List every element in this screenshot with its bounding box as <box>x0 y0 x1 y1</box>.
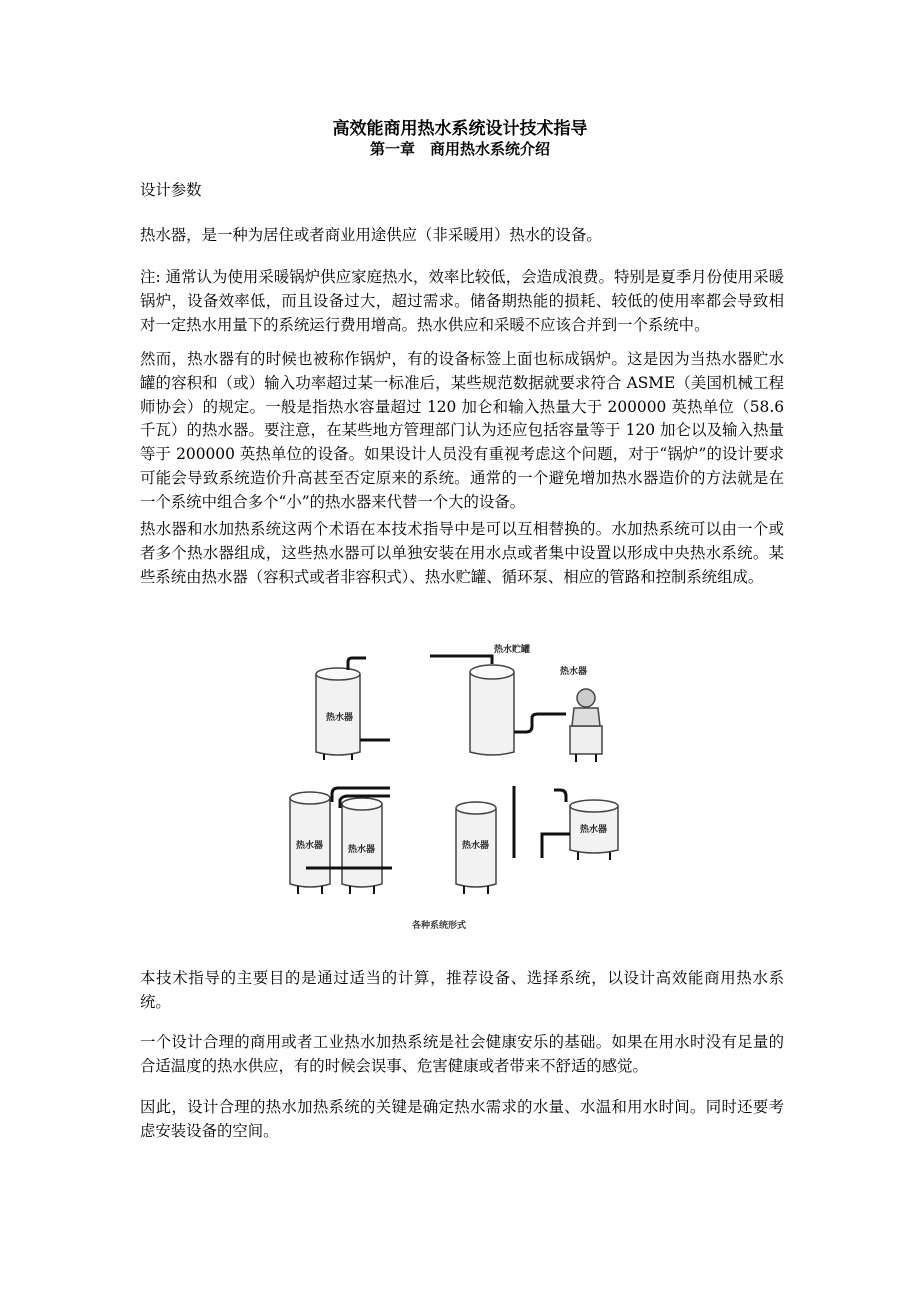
system-types-figure <box>280 636 640 936</box>
document-title: 高效能商用热水系统设计技术指导 <box>332 119 588 139</box>
paragraph-terms: 热水器和水加热系统这两个术语在本技术指导中是可以互相替换的。水加热系统可以由一个或者多个热水器组成，这些热水器可以单独安装在用水点或者集中设置以形成中央热水系统。某些系统由热水器（容积式或者非容积式）、热水贮罐、循环泵、相应的管路和控制系统组成。 <box>140 520 784 586</box>
paragraph-importance: 一个设计合理的商用或者工业热水加热系统是社会健康安乐的基础。如果在用水时没有足量的合适温度的热水供应，有的时候会误事、危害健康或者带来不舒适的感觉。 <box>140 1033 784 1075</box>
label-heater-b: 热水器 <box>560 667 588 677</box>
label-storage-tank: 热水贮罐 <box>494 645 531 655</box>
figure-caption: 各种系统形式 <box>412 921 467 931</box>
paragraph-key: 因此，设计合理的热水加热系统的关键是确定热水需求的水量、水温和用水时间。同时还要考虑安装设备的空间。 <box>140 1098 784 1140</box>
label-heater-a: 热水器 <box>326 713 354 723</box>
system-diagram <box>280 636 640 936</box>
label-heater-d1: 热水器 <box>462 841 490 851</box>
label-heater-c2: 热水器 <box>348 845 376 855</box>
label-heater-d2: 热水器 <box>580 825 608 835</box>
label-heater-c1: 热水器 <box>296 841 324 851</box>
chapter-title: 第一章 商用热水系统介绍 <box>369 140 550 158</box>
section-heading: 设计参数 <box>140 181 202 199</box>
paragraph-purpose: 本技术指导的主要目的是通过适当的计算，推荐设备、选择系统，以设计高效能商用热水系统。 <box>140 969 784 1011</box>
paragraph-note: 注: 通常认为使用采暖锅炉供应家庭热水，效率比较低，会造成浪费。特别是夏季月份使用采暖锅炉，设备效率低，而且设备过大，超过需求。储备期热能的损耗、较低的使用率都会导致相对一定热水用量下的系统运行费用增高。热水供应和采暖不应该合并到一个系统中。 <box>140 268 784 334</box>
paragraph-definition: 热水器，是一种为居住或者商业用途供应（非采暖用）热水的设备。 <box>140 226 602 244</box>
paragraph-boiler: 然而，热水器有的时候也被称作锅炉，有的设备标签上面也标成锅炉。这是因为当热水器贮水罐的容积和（或）输入功率超过某一标准后，某些规范数据就要求符合 ASME（美国机械工程师协会）的规定。一般是指热水容量超过 120 加仑和输入热量大于 200000 英热单位（58.6 千瓦）的热水器。要注意，在某些地方管理部门认为还应包括容量等于 120 加仑以及输入热量等于 200000 英热单位的设备。如果设计人员没有重视考虑这个问题，对于“锅炉”的设计要求可能会导致系统造价升高甚至否定原来的系统。通常的一个避免增加热水器造价的方法就是在一个系统中组合多个“小”的热水器来代替一个大的设备。 <box>140 350 784 511</box>
